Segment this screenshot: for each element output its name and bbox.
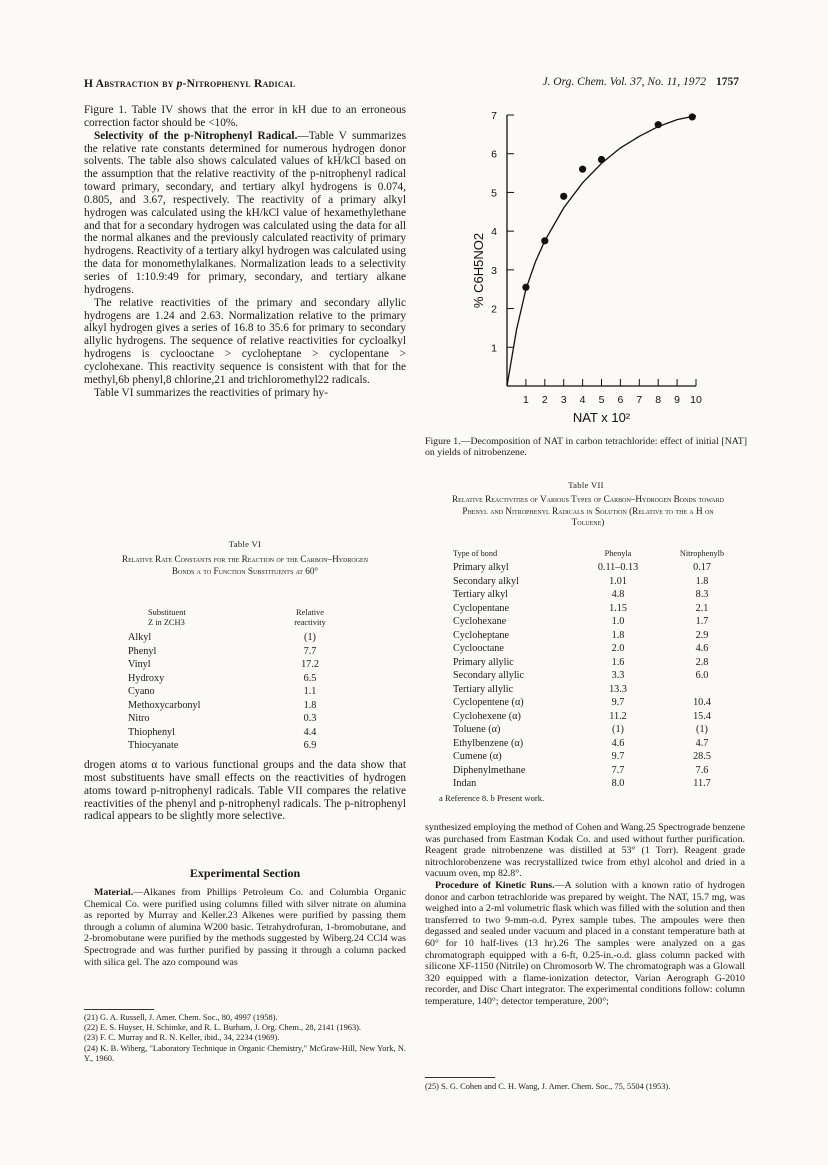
table6-col2-subhead: reactivity	[294, 618, 326, 627]
table6-substituent: Thiophenyl	[128, 726, 175, 738]
page-number: 1757	[716, 76, 739, 88]
table6-row	[128, 739, 362, 753]
table7-phenyl-value: 4.6	[611, 737, 625, 749]
table7-row	[453, 575, 753, 589]
table7-nitrophenyl-value: 15.4	[693, 710, 711, 722]
table6-label: Table VI	[228, 539, 262, 549]
table7-phenyl-value: 1.0	[611, 616, 625, 627]
table7-bond-type: Cyclooctane	[453, 643, 504, 654]
journal-citation: J. Org. Chem. Vol. 37, No. 11, 1972	[542, 76, 706, 88]
paragraph-functional-groups: drogen atoms α to various functional groups and the data show that most substituents have small effects on the reactivities of hydrogen atoms toward p-nitrophenyl radicals. Table VII compares the relative reactivities of the phenyl and p-nitrophenyl radicals. The p-nitrophenyl radical appears to be slightly more selective.	[84, 759, 406, 823]
table7-col2-head: Phenyla	[604, 549, 632, 558]
table6-title: Relative Rate Constants for the Reaction of the Carbon–Hydrogen Bonds α to Function Substituents at 60°	[121, 554, 369, 576]
running-head-p: p	[176, 78, 183, 90]
table7-row	[453, 764, 753, 778]
table7-row	[453, 642, 753, 656]
table7-nitrophenyl-value	[659, 683, 745, 697]
table6-substituent: Thiocyanate	[128, 740, 179, 752]
data-point	[598, 156, 605, 163]
table7-nitrophenyl-value: 28.5	[693, 751, 711, 762]
table6-row	[128, 672, 362, 686]
table6-substituent: Nitro	[128, 713, 150, 725]
table6-reactivity: 17.2	[301, 659, 319, 671]
table7-phenyl-value: 0.11–0.13	[597, 562, 639, 573]
table6-reactivity: 1.8	[303, 699, 317, 711]
table7-phenyl-value: 1.15	[609, 602, 627, 614]
table7-row	[453, 602, 753, 616]
x-tick-label: 8	[655, 394, 662, 406]
table7-phenyl-value: 11.2	[609, 710, 627, 722]
table7-phenyl-value: 9.7	[611, 751, 625, 762]
x-tick-label: 6	[617, 394, 624, 406]
table7-phenyl-value: 1.8	[611, 629, 625, 641]
table7-phenyl-value: 3.3	[611, 670, 625, 681]
table7-row	[453, 683, 753, 697]
table7-bond-type: Ethylbenzene (α)	[453, 737, 524, 749]
table7-nitrophenyl-value: 2.8	[695, 656, 709, 668]
table6-substituent: Methoxycarbonyl	[128, 699, 201, 711]
table6-row	[128, 726, 362, 740]
table7-label: Table VII	[568, 480, 604, 490]
table7-nitrophenyl-value: 1.8	[695, 575, 709, 587]
table7-nitrophenyl-value: 2.9	[695, 629, 709, 641]
table7-phenyl-value: 4.8	[611, 589, 625, 600]
table6-substituent: Alkyl	[128, 632, 152, 643]
table7-body	[453, 561, 753, 791]
table7-row	[453, 669, 753, 683]
table7-bond-type: Tertiary alkyl	[453, 589, 509, 600]
table7-row	[453, 723, 753, 737]
kinetic-body: —A solution with a known ratio of hydrogen donor and carbon tetrachloride was prepared by weight. The NAT, 15.7 mg, was weighed into a 2-ml volumetric flask which was filled with the solution and then transferred to two 9-mm-o.d. Pyrex sample tubes. The ampoules were then degassed and sealed under vacuum and placed in a constant temperature bath at 60° for 10 half-lives (13 hr).26 The samples were analyzed on a gas chromatograph equipped with a 6-ft, 0.25-in.-o.d. glass column packed with silicone XF-1150 (Nitrile) on Chromosorb W. The chromatograph was a Glowall 320 equipped with a flame-ionization detector, Varian Aerograph G-2010 recorder, and Disc Chart integrator. The experimental conditions follow: column temperature, 140°; detector temperature, 200°;	[425, 879, 745, 1007]
table7-phenyl-value: 2.0	[611, 643, 625, 654]
table6-col1-head: Substituent	[148, 608, 186, 617]
table7-phenyl-value: 1.01	[609, 575, 627, 587]
y-tick-label: 4	[491, 226, 497, 239]
table6-row	[128, 712, 362, 726]
running-head-r: R	[250, 78, 263, 90]
table7-row	[453, 750, 753, 764]
table6-row	[128, 631, 362, 645]
table7-title: Relative Reactivities of Various Types of Carbon–Hydrogen Bonds toward Phenyl and Nitrophenyl Radicals in Solution (Relative to the α H on Toluene)	[452, 494, 724, 527]
table7-phenyl-value: 7.7	[611, 764, 625, 776]
table7-col1-head: Type of bond	[453, 549, 498, 558]
table7-nitrophenyl-value: 4.6	[695, 643, 709, 654]
table7-nitrophenyl-value: 10.4	[693, 697, 711, 708]
table7-row	[453, 629, 753, 643]
left-footnotes	[84, 1013, 406, 1064]
left-column-bottom	[84, 759, 406, 823]
table7-nitrophenyl-value: (1)	[696, 724, 708, 735]
journal-header	[542, 76, 739, 88]
running-head-word2: itrophenyl	[195, 78, 251, 90]
x-tick-label: 9	[674, 394, 681, 406]
table6	[128, 608, 362, 753]
table6-body	[128, 631, 362, 753]
figure1-caption: Figure 1.—Decomposition of NAT in carbon tetrachloride: effect of initial [NAT] on yields of nitrobenzene.	[425, 436, 747, 459]
table6-header	[128, 608, 362, 628]
y-tick-label: 6	[491, 148, 497, 161]
y-tick-label: 2	[491, 303, 497, 316]
kinetic-heading: Procedure of Kinetic Runs.	[435, 879, 555, 891]
table6-row	[128, 685, 362, 699]
table6-substituent: Vinyl	[128, 659, 151, 671]
table7-bond-type: Indan	[453, 778, 477, 789]
table7-nitrophenyl-value: 11.7	[693, 778, 711, 789]
material-body: —Alkanes from Phillips Petroleum Co. and Columbia Organic Chemical Co. were purified using columns filled with silver nitrate on alumina as reported by Murray and Keller.23 Alkenes were purified by passing them through a column of alumina W200 basic. Tetrahydrofuran, 1-bromobutane, and 2-bromobutane were purified by the methods suggested by Wiberg.24 CCl4 was Spectrograde and was further purified by passing it through a column packed with silica gel. The azo compound was	[84, 887, 406, 968]
table7-phenyl-value: 8.0	[611, 778, 625, 789]
table6-col2-head: Relative	[296, 608, 324, 617]
table7-header	[453, 549, 753, 559]
footnote-rule-right	[425, 1077, 495, 1078]
table7-bond-type: Toluene (α)	[453, 724, 501, 735]
table7	[439, 549, 753, 803]
data-point	[579, 166, 586, 173]
table6-reactivity: 6.9	[303, 740, 317, 752]
table6-reactivity: (1)	[304, 632, 316, 643]
x-tick-label: 10	[690, 394, 702, 406]
y-axis-label: % C6H5NO2	[471, 232, 486, 309]
table7-row	[453, 737, 753, 751]
table6-col1-subhead: Z in ZCH3	[148, 618, 185, 627]
x-tick-label: 2	[541, 394, 548, 406]
running-head-word: bstraction by	[104, 78, 174, 90]
y-tick-label: 5	[491, 187, 497, 200]
table7-bond-type: Primary alkyl	[453, 562, 509, 573]
y-tick-label: 7	[491, 110, 497, 122]
table7-nitrophenyl-value: 7.6	[695, 764, 709, 776]
table7-phenyl-value: (1)	[612, 724, 624, 735]
data-point	[541, 237, 548, 244]
material-heading: Material.	[94, 887, 134, 898]
paragraph-selectivity: —Table V summarizes the relative rate constants determined for numerous hydrogen donor solvents. The table also shows calculated values of kH/kCl based on the assumption that the relative reactivity of the p-nitrophenyl radical toward primary, secondary, and tertiary alkyl hydrogens is 0.074, 0.805, and 3.67, respectively. The reactivity of a primary alkyl hydrogen was calculated using the kH/kCl value of hexamethylethane and that for a secondary hydrogen was calculated using the data for all the normal alkanes and the previously calculated reactivity of primary hydrogens. Reactivity of a tertiary alkyl hydrogen was calculated using the data for monomethylalkanes. Normalization leads to a selectivity series of 1:10.9:49 for primary, secondary, and tertiary alkane hydrogens.	[84, 129, 406, 296]
table7-row	[453, 777, 753, 791]
paragraph-table6-intro: Table VI summarizes the reactivities of primary hy-	[94, 386, 328, 399]
table7-phenyl-value: 1.6	[611, 656, 625, 668]
table7-phenyl-value: 13.3	[609, 683, 627, 695]
running-head	[84, 78, 295, 90]
footnote: (24) K. B. Wiberg, "Laboratory Technique in Organic Chemistry," McGraw-Hill, New York, N. Y., 1960.	[84, 1043, 406, 1063]
left-column-top	[84, 104, 406, 399]
table7-bond-type: Cyclopentene (α)	[453, 697, 524, 708]
table7-bond-type: Cycloheptane	[453, 629, 510, 641]
running-head-n: -N	[182, 78, 196, 90]
section-title: Experimental Section	[189, 866, 301, 880]
table7-nitrophenyl-value: 0.17	[693, 562, 711, 573]
table7-row	[453, 710, 753, 724]
table6-reactivity: 1.1	[303, 686, 317, 698]
table6-reactivity: 0.3	[303, 713, 317, 725]
figure1-chart	[455, 96, 745, 422]
x-tick-label: 3	[560, 394, 567, 406]
table7-bond-type: Diphenylmethane	[453, 764, 526, 776]
table7-row	[453, 561, 753, 575]
table7-row	[453, 615, 753, 629]
table7-nitrophenyl-value: 2.1	[695, 602, 709, 614]
running-head-word3: adical	[262, 78, 296, 90]
data-point	[689, 113, 696, 120]
table7-bond-type: Secondary allylic	[453, 670, 525, 681]
paragraph-intro: Figure 1. Table IV shows that the error in kH due to an erroneous correction factor should be <10%.	[84, 104, 406, 129]
table7-phenyl-value: 9.7	[611, 697, 625, 708]
table7-bond-type: Cyclohexene (α)	[453, 710, 521, 722]
table7-footnote: a Reference 8. b Present work.	[439, 792, 545, 803]
footnote: (23) F. C. Murray and R. N. Keller, ibid., 34, 2234 (1969).	[84, 1033, 280, 1043]
table7-row	[453, 588, 753, 602]
table7-nitrophenyl-value: 8.3	[695, 589, 709, 600]
footnote-rule-left	[84, 1009, 154, 1010]
table6-substituent: Cyano	[128, 686, 155, 698]
data-point	[522, 284, 529, 291]
footnote: (21) G. A. Russell, J. Amer. Chem. Soc., 80, 4997 (1958).	[84, 1013, 278, 1022]
table7-nitrophenyl-value: 6.0	[695, 670, 709, 681]
x-tick-label: 7	[636, 394, 643, 406]
running-head-cap: H A	[84, 78, 105, 90]
x-axis-label: NAT x 10²	[572, 410, 631, 422]
right-column-text	[425, 822, 745, 1008]
paragraph-synthesis: synthesized employing the method of Cohen and Wang.25 Spectrograde benzene was purchased from Eastman Kodak Co. and used without further purification. Reagent grade nitrobenzene was distilled at 53° (1 Torr). Reagent grade nitrochlorobenzene was recrystallized twice from ethyl alcohol and dried in a vacuum oven, mp 82.8°.	[425, 822, 745, 880]
table6-substituent: Hydroxy	[128, 672, 165, 684]
table6-reactivity: 6.5	[303, 672, 317, 684]
table7-row	[453, 656, 753, 670]
table7-bond-type: Cyclohexane	[453, 616, 507, 627]
table6-row	[128, 645, 362, 659]
x-tick-label: 4	[579, 394, 586, 406]
table7-bond-type: Secondary alkyl	[453, 575, 519, 587]
selectivity-heading: Selectivity of the p-Nitrophenyl Radical.	[94, 129, 298, 142]
table7-col3-head: Nitrophenylb	[679, 549, 725, 558]
table7-bond-type: Cumene (α)	[453, 751, 502, 762]
data-point	[655, 121, 662, 128]
material-paragraph	[84, 887, 406, 968]
x-tick-label: 1	[522, 394, 529, 406]
table7-nitrophenyl-value: 4.7	[695, 737, 709, 749]
right-footnote: (25) S. G. Cohen and C. H. Wang, J. Amer. Chem. Soc., 75, 5504 (1953).	[425, 1082, 671, 1091]
y-tick-label: 1	[491, 342, 497, 355]
table6-reactivity: 4.4	[303, 726, 317, 738]
table7-bond-type: Tertiary allylic	[453, 683, 514, 695]
data-point	[560, 193, 567, 200]
table7-row	[453, 696, 753, 710]
table6-substituent: Phenyl	[128, 645, 157, 657]
x-tick-label: 5	[598, 394, 605, 406]
footnote: (22) E. S. Huyser, H. Schimke, and R. L. Burham, J. Org. Chem., 28, 2141 (1963).	[84, 1023, 362, 1033]
paragraph-allylic: The relative reactivities of the primary and secondary allylic hydrogens are 1.24 and 2.63. Normalization relative to the primary alkyl hydrogen gives a series of 16.8 to 35.6 for primary to secondary allylic hydrogens. The sequence of relative reactivities for cycloalkyl hydrogens is cyclooctane > cycloheptane > cyclopentane > cyclohexane. This reactivity sequence is consistent with that for the methyl,6b phenyl,8 chlorine,21 and trichloromethyl22 radicals.	[84, 296, 406, 386]
table7-bond-type: Primary allylic	[453, 656, 514, 668]
y-tick-label: 3	[491, 264, 497, 277]
table6-row	[128, 699, 362, 713]
table7-bond-type: Cyclopentane	[453, 602, 510, 614]
table7-nitrophenyl-value: 1.7	[695, 616, 709, 627]
table6-reactivity: 7.7	[303, 645, 317, 657]
table6-row	[128, 658, 362, 672]
